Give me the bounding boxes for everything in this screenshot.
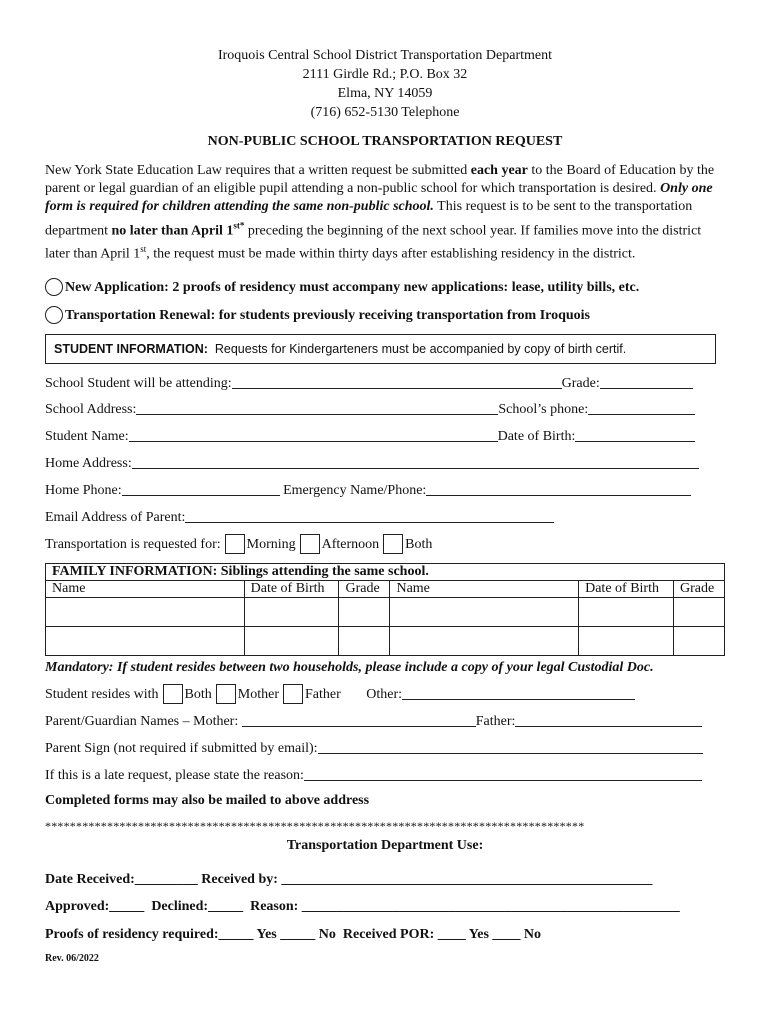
school-phone-label: School’s phone: [498, 402, 589, 417]
emergency-label: Emergency Name/Phone: [283, 483, 427, 498]
phone-row [45, 481, 691, 499]
col-grade-2: Grade [673, 581, 724, 598]
intro-text-1: New York State Education Law requires that a written request be submitted [45, 163, 471, 178]
office-use-heading: Transportation Department Use: [286, 838, 484, 853]
late-reason-field[interactable] [304, 766, 702, 781]
cell[interactable] [46, 598, 245, 627]
email-row [45, 508, 554, 526]
cell[interactable] [244, 598, 339, 627]
renewal-option[interactable] [45, 306, 590, 324]
declined: Declined:_____ [151, 899, 244, 914]
email-field[interactable] [185, 508, 554, 523]
dob-field[interactable] [575, 427, 695, 442]
mandatory-note: Mandatory: If student resides between two households, please include a copy of your legal Custodial Doc. [45, 660, 654, 675]
grade-label: Grade: [561, 376, 600, 391]
proofs-row [45, 927, 541, 943]
late-reason-row [45, 766, 702, 784]
col-name-2: Name [390, 581, 579, 598]
cell[interactable] [579, 627, 674, 656]
guardian-names-row [45, 712, 702, 730]
intro-text-3: This request is to be sent to the transportation department [45, 199, 693, 239]
late-reason-label: If this is a late request, please state the reason: [45, 768, 304, 783]
date-received: Date Received:_________ [45, 872, 198, 887]
resides-both-label: Both [184, 687, 212, 702]
col-name: Name [46, 581, 245, 598]
emergency-field[interactable] [426, 481, 691, 496]
home-phone-label: Home Phone: [45, 483, 122, 498]
student-name-field[interactable] [129, 427, 498, 442]
home-phone-field[interactable] [122, 481, 280, 496]
office-reason: Reason: ______________________________________________________ [250, 899, 680, 914]
cell[interactable] [673, 627, 724, 656]
both-checkbox[interactable] [383, 534, 403, 554]
resides-both-checkbox[interactable] [163, 684, 183, 704]
cell[interactable] [46, 627, 245, 656]
resides-other-label: Other: [366, 687, 403, 702]
student-information-label: STUDENT INFORMATION: [54, 342, 208, 356]
family-table [45, 563, 725, 656]
intro-deadline: no later than April 1 [111, 223, 234, 239]
table-row [46, 598, 725, 627]
intro-text-4: preceding the beginning of the next school year. If families move into the district later than April 1 [45, 223, 702, 263]
school-address-label: School Address: [45, 402, 137, 417]
district-address: 2111 Girdle Rd.; P.O. Box 32 [302, 67, 468, 82]
home-address-row [45, 454, 699, 472]
cell[interactable] [390, 627, 579, 656]
revision: Rev. 06/2022 [45, 953, 99, 964]
mailed-note: Completed forms may also be mailed to above address [45, 793, 370, 808]
resides-other-field[interactable] [402, 685, 635, 700]
district-name: Iroquois Central School District Transportation Department [217, 48, 552, 63]
form-title: NON-PUBLIC SCHOOL TRANSPORTATION REQUEST [207, 134, 563, 149]
parent-sign-row [45, 739, 703, 757]
col-dob: Date of Birth [244, 581, 339, 598]
resides-with-label: Student resides with [45, 687, 159, 702]
intro-deadline-sup: st* [233, 220, 245, 231]
morning-label: Morning [246, 537, 296, 552]
cell[interactable] [339, 627, 390, 656]
new-application-label: New Application: 2 proofs of residency must accompany new applications: lease, utility bills, etc. [65, 280, 640, 295]
school-phone-field[interactable] [588, 400, 695, 415]
resides-with-row [45, 684, 635, 704]
new-application-radio[interactable] [45, 278, 63, 296]
approved: Approved:_____ [45, 899, 145, 914]
student-name-row [45, 427, 695, 445]
cell[interactable] [339, 598, 390, 627]
dob-label: Date of Birth: [497, 429, 576, 444]
resides-mother-checkbox[interactable] [216, 684, 236, 704]
school-address-row [45, 400, 695, 418]
parent-sign-label: Parent Sign (not required if submitted by email): [45, 741, 318, 756]
school-attending-label: School Student will be attending: [45, 376, 232, 391]
table-row [46, 627, 725, 656]
email-label: Email Address of Parent: [45, 510, 186, 525]
cell[interactable] [579, 598, 674, 627]
afternoon-label: Afternoon [321, 537, 380, 552]
kindergarten-note: Requests for Kindergarteners must be accompanied by copy of birth certif. [214, 342, 627, 356]
intro-april-sup: st [140, 244, 147, 255]
intro-text-5: , the request must be made within thirty days after establishing residency in the district. [146, 247, 636, 263]
intro-text-2: to the Board of Education by the parent or legal guardian of an eligible pupil attending a non-public school for which transportation is desired. [45, 163, 715, 197]
received-by: Received by: _____________________________________________________ [201, 872, 653, 887]
resides-mother-label: Mother [237, 687, 279, 702]
resides-father-checkbox[interactable] [283, 684, 303, 704]
guardian-father-label: Father: [475, 714, 516, 729]
school-attending-field[interactable] [232, 374, 562, 389]
district-phone: (716) 652-5130 Telephone [310, 105, 460, 120]
date-received-row [45, 872, 652, 888]
transport-request-label: Transportation is requested for: [45, 537, 221, 552]
intro-one-form-note: Only one form is required for children attending the same non-public school. [45, 181, 713, 215]
renewal-radio[interactable] [45, 306, 63, 324]
new-application-option[interactable] [45, 278, 639, 296]
school-address-field[interactable] [136, 400, 498, 415]
cell[interactable] [390, 598, 579, 627]
cell[interactable] [673, 598, 724, 627]
student-name-label: Student Name: [45, 429, 129, 444]
morning-checkbox[interactable] [225, 534, 245, 554]
school-attending-row [45, 374, 693, 392]
guardian-mother-field[interactable] [242, 712, 476, 727]
separator-stars: *************************************************************************************** [45, 819, 585, 833]
home-address-label: Home Address: [45, 456, 132, 471]
col-grade: Grade [339, 581, 390, 598]
resides-father-label: Father [305, 687, 341, 702]
transport-request-row [45, 534, 432, 554]
student-information-box [45, 334, 716, 364]
received-por: Received POR: ____ Yes ____ No [342, 927, 542, 942]
renewal-label: Transportation Renewal: for students previously receiving transportation from Iroquois [65, 308, 591, 323]
family-title: FAMILY INFORMATION: Siblings attending the same school. [46, 564, 725, 581]
intro-bold-each-year: each year [470, 163, 528, 178]
afternoon-checkbox[interactable] [300, 534, 320, 554]
cell[interactable] [244, 627, 339, 656]
approval-row [45, 899, 680, 915]
district-city: Elma, NY 14059 [337, 86, 433, 101]
both-label: Both [405, 537, 433, 552]
home-address-field[interactable] [132, 454, 699, 469]
grade-field[interactable] [600, 374, 693, 389]
col-dob-2: Date of Birth [579, 581, 674, 598]
guardian-mother-label: Parent/Guardian Names – Mother: [45, 714, 239, 729]
guardian-father-field[interactable] [515, 712, 702, 727]
intro-paragraph [45, 162, 725, 264]
parent-sign-field[interactable] [318, 739, 703, 754]
proofs-required: Proofs of residency required:_____ Yes _____ No [45, 927, 336, 942]
